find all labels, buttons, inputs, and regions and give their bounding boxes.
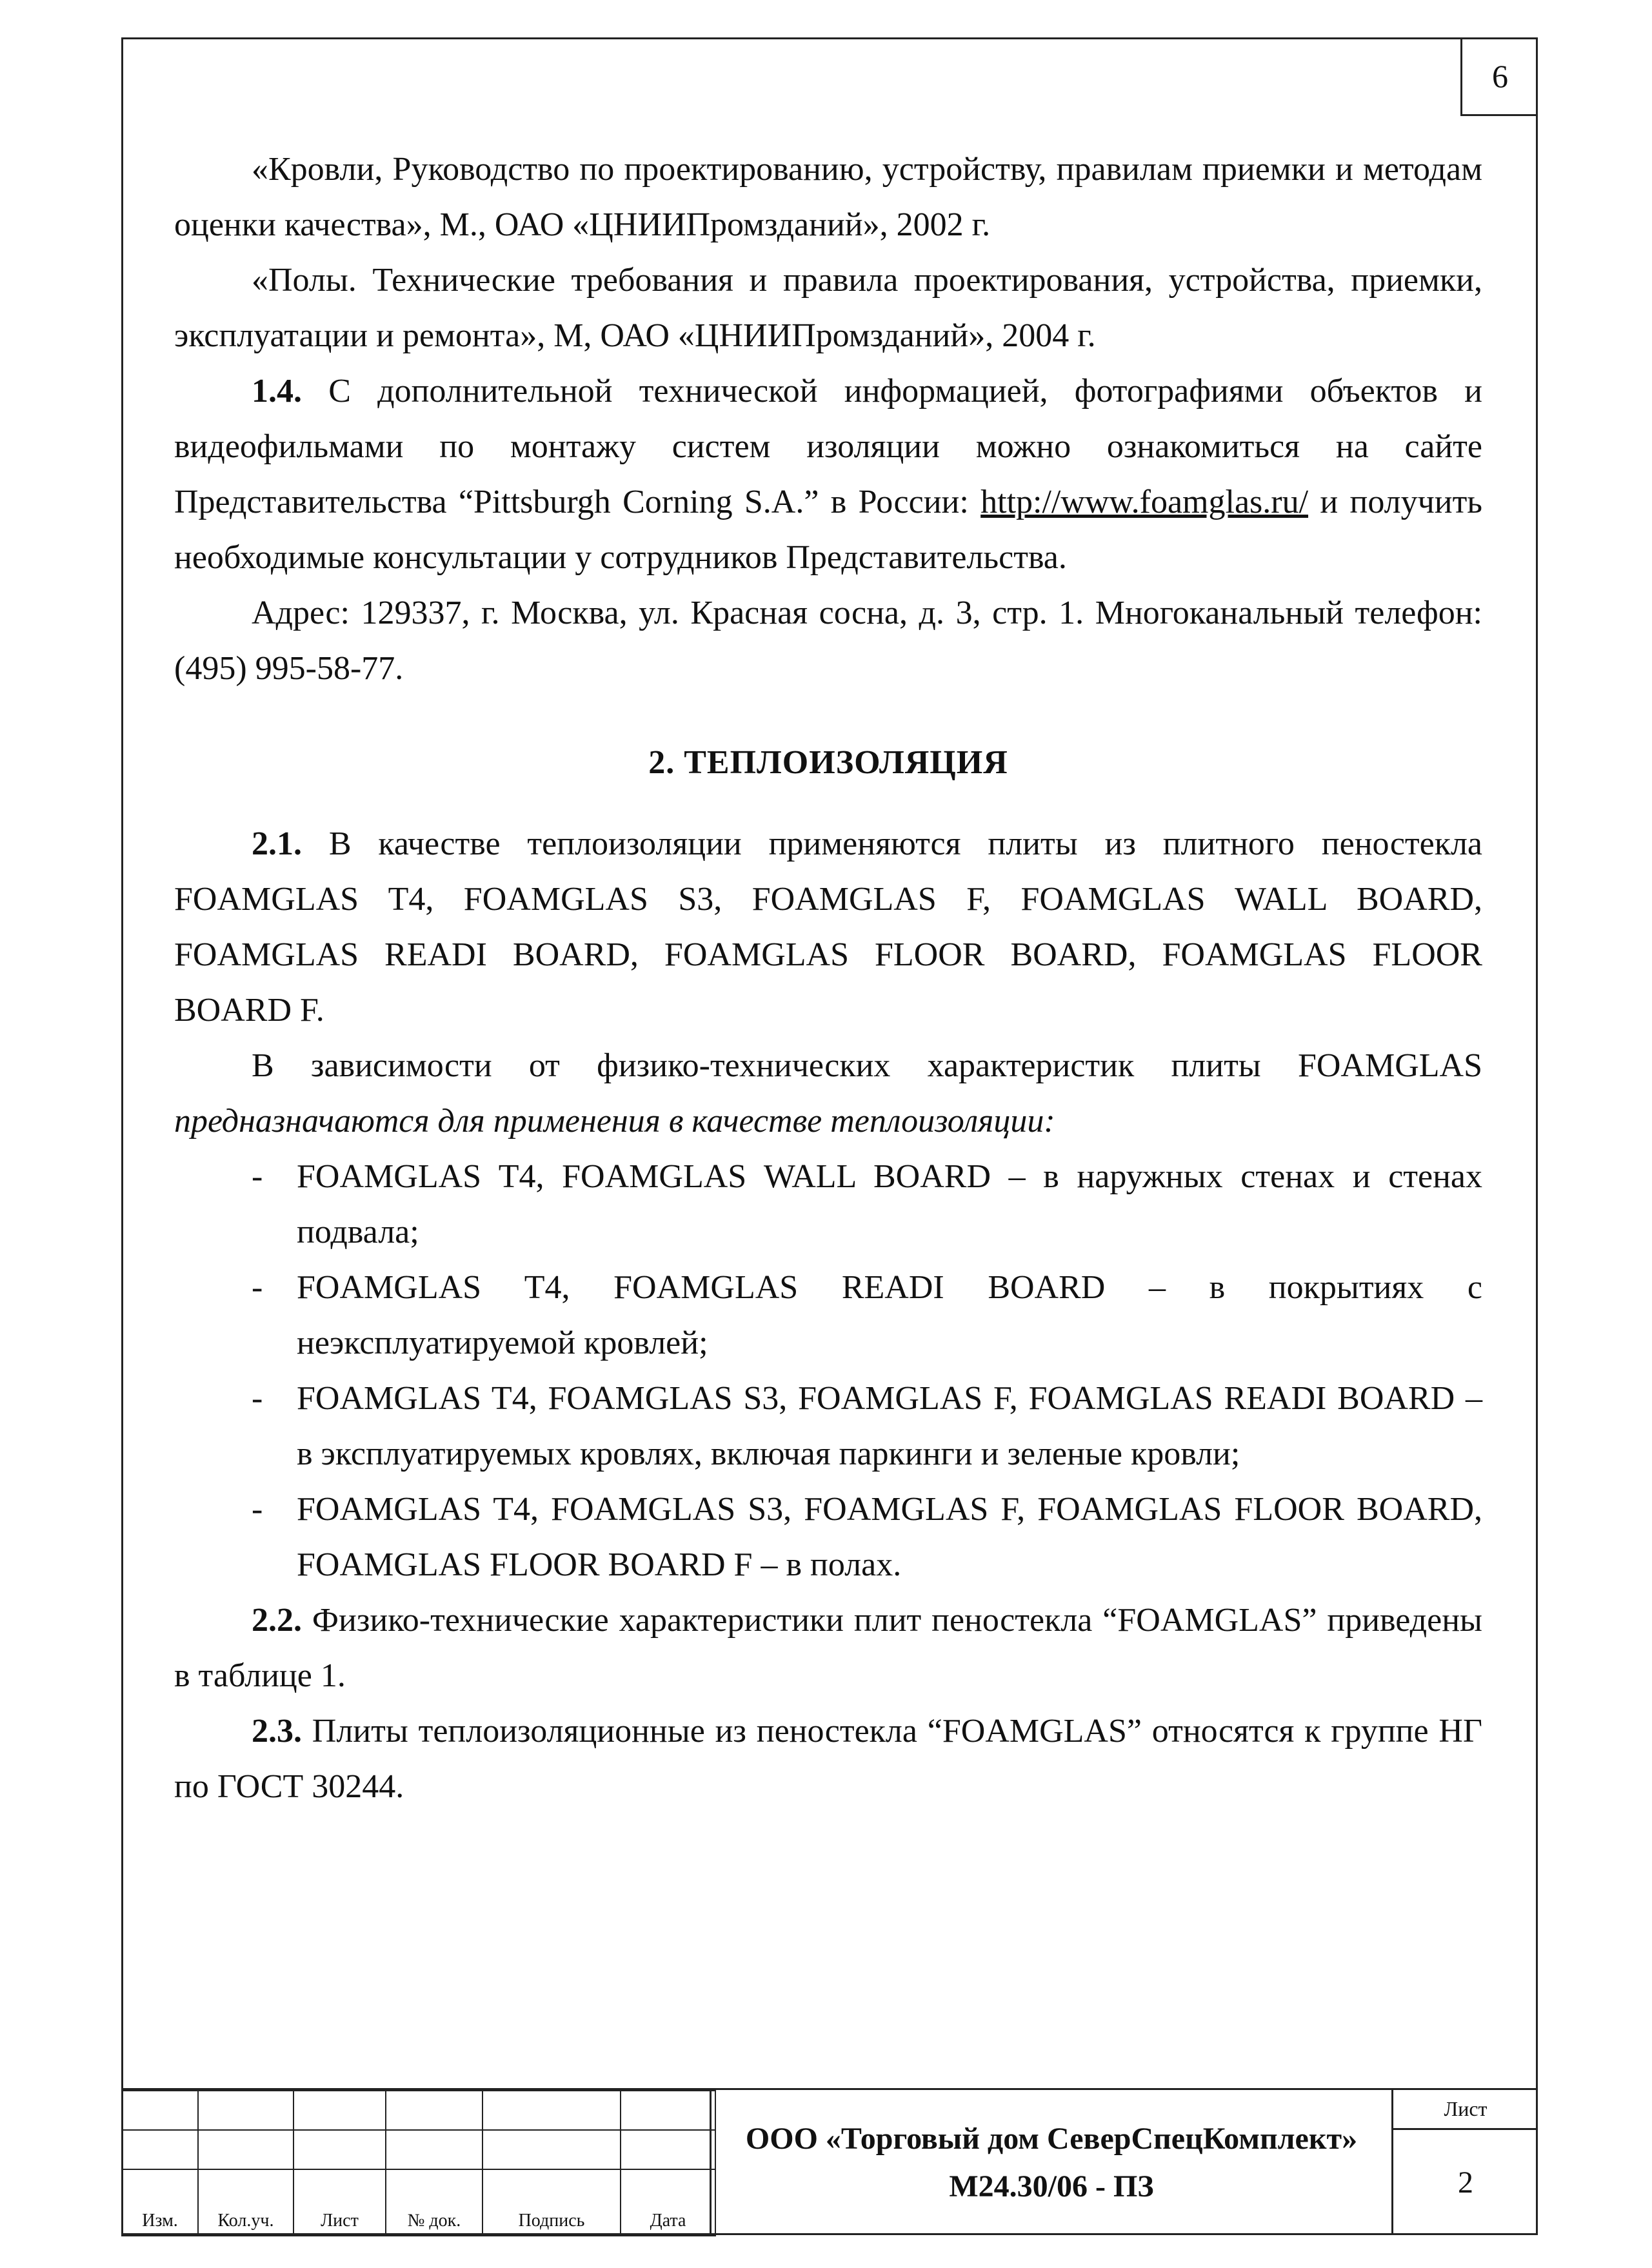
paragraph-floors-ref: «Полы. Технические требования и правила проектирования, устройства, приемки, эксплуатации и ремонта», М, ОАО «ЦНИИПромзданий», 2004 г. bbox=[174, 262, 1482, 354]
paragraph-text: В зависимости от физико-технических характеристик плиты FOAMGLAS bbox=[252, 1047, 1482, 1084]
list-item bbox=[174, 1482, 1482, 1593]
list-item bbox=[174, 1149, 1482, 1260]
paragraph-text-italic: предназначаются для применения в качестве теплоизоляции: bbox=[174, 1103, 1055, 1139]
list-dash: - bbox=[252, 1158, 263, 1195]
grid-cell bbox=[483, 2091, 621, 2130]
col-label-signature: Подпись bbox=[483, 2169, 621, 2236]
grid-cell bbox=[621, 2091, 715, 2130]
list-dash: - bbox=[252, 1380, 263, 1417]
grid-cell bbox=[294, 2130, 386, 2169]
application-list bbox=[174, 1149, 1482, 1593]
sheet-label: Лист bbox=[1393, 2090, 1538, 2130]
section-heading: 2. ТЕПЛОИЗОЛЯЦИЯ bbox=[648, 744, 1008, 781]
grid-cell bbox=[386, 2130, 483, 2169]
list-item bbox=[174, 1260, 1482, 1371]
list-item-text: FOAMGLAS T4, FOAMGLAS WALL BOARD – в наружных стенах и стенах подвала; bbox=[297, 1158, 1482, 1250]
paragraph-dependence bbox=[174, 1038, 1482, 1149]
paragraph-1-4 bbox=[174, 364, 1482, 586]
paragraph-roofs-ref: «Кровли, Руководство по проектированию, устройству, правилам приемки и методам оценки качества», М., ОАО «ЦНИИПромзданий», 2002 г. bbox=[174, 151, 1482, 243]
title-block bbox=[121, 2088, 1538, 2235]
grid-cell bbox=[483, 2130, 621, 2169]
clause-number: 2.2. bbox=[252, 1602, 302, 1639]
document-body bbox=[174, 142, 1482, 1815]
col-label-qty: Кол.уч. bbox=[198, 2169, 294, 2236]
paragraph-text: Плиты теплоизоляционные из пеностекла “FOAMGLAS” относятся к группе НГ по ГОСТ 30244. bbox=[174, 1713, 1482, 1805]
title-block-main bbox=[710, 2090, 1393, 2235]
grid-cell bbox=[122, 2130, 198, 2169]
clause-number: 2.3. bbox=[252, 1713, 302, 1750]
clause-number: 1.4. bbox=[252, 373, 302, 409]
sheet-value: 2 bbox=[1458, 2165, 1473, 2200]
grid-cell bbox=[294, 2091, 386, 2130]
grid-cell bbox=[621, 2130, 715, 2169]
grid-cell bbox=[198, 2091, 294, 2130]
list-item-text: FOAMGLAS T4, FOAMGLAS S3, FOAMGLAS F, FOAMGLAS FLOOR BOARD, FOAMGLAS FLOOR BOARD F – в полах. bbox=[297, 1491, 1482, 1583]
col-label-doc: № док. bbox=[386, 2169, 483, 2236]
col-label-sheet: Лист bbox=[294, 2169, 386, 2236]
list-dash: - bbox=[252, 1491, 263, 1528]
grid-cell bbox=[386, 2091, 483, 2130]
list-item-text: FOAMGLAS T4, FOAMGLAS READI BOARD – в покрытиях с неэксплуатируемой кровлей; bbox=[297, 1269, 1482, 1361]
list-dash: - bbox=[252, 1269, 263, 1306]
paragraph-text-end: и получить необходимые консультации у сотрудников Представительства. bbox=[174, 484, 1483, 576]
paragraph-text: Физико-технические характеристики плит пеностекла “FOAMGLAS” приведены в таблице 1. bbox=[174, 1602, 1482, 1694]
list-item bbox=[174, 1371, 1482, 1482]
paragraph-text: С дополнительной технической информацией, фотографиями объектов и видеофильмами по монтажу систем изоляции можно ознакомиться на сайте Представительства “Pittsburgh Corning S.A.” в России: bbox=[174, 373, 1482, 520]
grid-cell bbox=[198, 2130, 294, 2169]
website-link[interactable]: http://www.foamglas.ru/ bbox=[980, 484, 1309, 520]
paragraph-2-3 bbox=[174, 1704, 1482, 1815]
document-code: М24.30/06 - ПЗ bbox=[949, 2169, 1154, 2204]
paragraph-address: Адрес: 129337, г. Москва, ул. Красная сосна, д. 3, стр. 1. Многоканальный телефон: (495) 995-58-77. bbox=[174, 595, 1482, 687]
clause-number: 2.1. bbox=[252, 825, 302, 862]
list-item-text: FOAMGLAS T4, FOAMGLAS S3, FOAMGLAS F, FOAMGLAS READI BOARD – в эксплуатируемых кровлях, включая паркинги и зеленые кровли; bbox=[297, 1380, 1482, 1472]
page-number: 6 bbox=[1460, 37, 1538, 116]
col-label-change: Изм. bbox=[122, 2169, 198, 2236]
grid-cell bbox=[122, 2091, 198, 2130]
col-label-date: Дата bbox=[621, 2169, 715, 2236]
paragraph-2-2 bbox=[174, 1593, 1482, 1704]
paragraph-2-1 bbox=[174, 816, 1482, 1038]
company-name: ООО «Торговый дом СеверСпецКомплект» bbox=[745, 2121, 1358, 2156]
revision-grid bbox=[121, 2090, 716, 2236]
paragraph-text: В качестве теплоизоляции применяются плиты из плитного пеностекла FOAMGLAS T4, FOAMGLAS S3, FOAMGLAS F, FOAMGLAS WALL BOARD, FOAMGLAS READI BOARD, FOAMGLAS FLOOR BOARD, FOAMGLAS FLOOR BOARD F. bbox=[174, 825, 1482, 1029]
